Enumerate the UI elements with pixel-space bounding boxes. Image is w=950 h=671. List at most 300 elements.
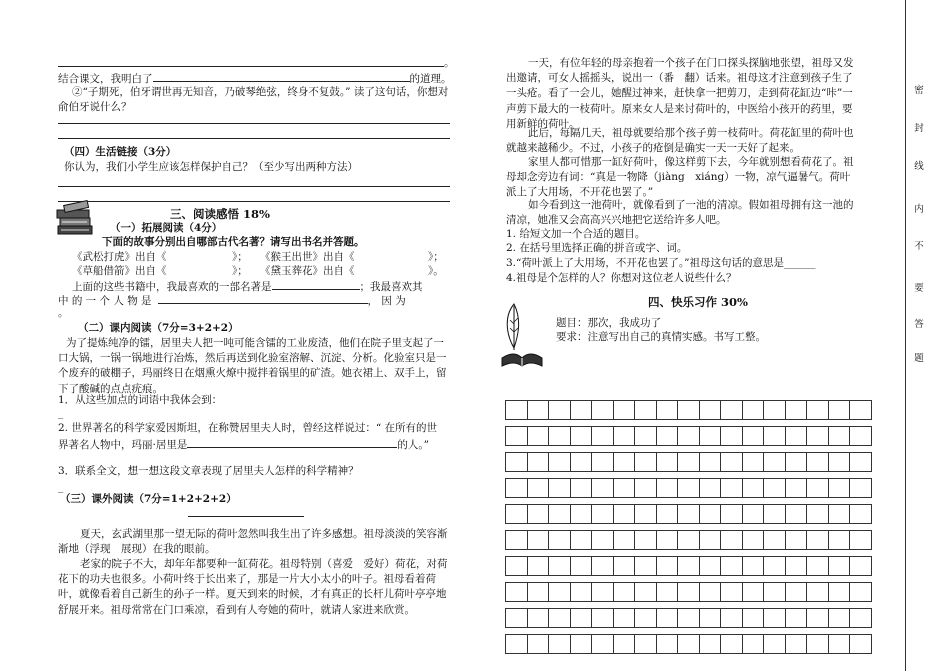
grid-cell[interactable] <box>807 505 829 524</box>
grid-gap-cell <box>635 472 657 479</box>
grid-gap-cell <box>828 576 850 583</box>
title-blank[interactable] <box>188 516 304 517</box>
grid-cell[interactable] <box>699 453 721 472</box>
grid-cell[interactable] <box>850 531 872 550</box>
grid-gap-cell <box>764 628 786 635</box>
grid-gap-cell <box>699 602 721 609</box>
grid-gap-cell <box>656 550 678 557</box>
grid-gap-cell <box>592 576 614 583</box>
grid-cell[interactable] <box>828 427 850 446</box>
grid-cell[interactable] <box>635 401 657 420</box>
answer-line <box>58 201 450 202</box>
grid-gap-cell <box>678 628 700 635</box>
grid-gap-cell <box>721 602 743 609</box>
grid-cell[interactable] <box>699 609 721 628</box>
grid-gap-cell <box>721 628 743 635</box>
grid-cell[interactable] <box>742 453 764 472</box>
grid-row <box>506 453 872 472</box>
grid-cell[interactable] <box>592 505 614 524</box>
grid-gap-cell <box>828 602 850 609</box>
grid-gap-cell <box>549 524 571 531</box>
favorite-book-line: 上面的这些书籍中，我最喜欢的一部名著是 ；我最喜欢其 <box>72 278 423 295</box>
grid-cell[interactable] <box>764 401 786 420</box>
grid-cell[interactable] <box>570 505 592 524</box>
grid-cell[interactable] <box>678 557 700 576</box>
grid-cell[interactable] <box>807 583 829 602</box>
grid-cell[interactable] <box>678 401 700 420</box>
grid-cell[interactable] <box>506 427 528 446</box>
grid-gap-cell <box>635 420 657 427</box>
grid-cell[interactable] <box>678 453 700 472</box>
grid-gap-cell <box>656 602 678 609</box>
part-3-title: 三、阅读感悟 18% <box>170 207 270 221</box>
grid-gap-cell <box>850 446 872 453</box>
book-item-end: 》； <box>232 265 248 277</box>
answer-line <box>58 123 450 124</box>
grid-cell[interactable] <box>592 531 614 550</box>
grid-cell[interactable] <box>828 609 850 628</box>
grid-gap-cell <box>850 602 872 609</box>
grid-cell[interactable] <box>570 401 592 420</box>
grid-cell[interactable] <box>527 401 549 420</box>
grid-gap-cell <box>570 420 592 427</box>
grid-gap-cell <box>742 498 764 505</box>
extracurricular-paragraph-2: 老家的院子不大，却年年都要种一缸荷花。祖母特别（喜爱 爱好）荷花，对荷花下的功夫也很多。小荷叶终于长出来了，那是一片大小太小的叶子。祖母看着荷叶，就像看着自己新生的孙子一样。夏天到来的时候，才有真正的长杆儿荷叶亭亭地舒展开来。祖母常常在门口乘凉，看到有人夸她的荷叶，就请人家进来欣赏。 <box>58 558 448 616</box>
grid-gap-cell <box>549 602 571 609</box>
grid-gap-cell <box>592 550 614 557</box>
grid-cell[interactable] <box>506 479 528 498</box>
grid-gap-cell <box>785 576 807 583</box>
grid-cell[interactable] <box>549 609 571 628</box>
grid-cell[interactable] <box>506 635 528 654</box>
grid-cell[interactable] <box>678 427 700 446</box>
grid-cell[interactable] <box>699 401 721 420</box>
grid-cell[interactable] <box>613 401 635 420</box>
grid-gap-cell <box>506 550 528 557</box>
grid-cell[interactable] <box>742 635 764 654</box>
grid-gap-cell <box>506 524 528 531</box>
grid-cell[interactable] <box>828 401 850 420</box>
grid-gap <box>506 446 872 453</box>
grid-cell[interactable] <box>506 505 528 524</box>
grid-cell[interactable] <box>678 635 700 654</box>
grid-cell[interactable] <box>807 479 829 498</box>
grid-cell[interactable] <box>570 609 592 628</box>
grid-cell[interactable] <box>699 583 721 602</box>
grid-gap-cell <box>678 602 700 609</box>
in-class-question-2b: 界著名人物中，玛丽·居里是 的人。” <box>58 436 429 453</box>
grid-cell[interactable] <box>613 505 635 524</box>
grid-cell[interactable] <box>742 427 764 446</box>
grid-gap-cell <box>506 446 528 453</box>
grid-gap-cell <box>828 628 850 635</box>
grid-gap-cell <box>850 550 872 557</box>
grid-cell[interactable] <box>785 427 807 446</box>
grid-gap-cell <box>678 498 700 505</box>
grid-gap <box>506 628 872 635</box>
grid-cell[interactable] <box>785 531 807 550</box>
grid-cell[interactable] <box>613 427 635 446</box>
grid-gap-cell <box>570 446 592 453</box>
grid-gap-cell <box>592 446 614 453</box>
grid-cell[interactable] <box>850 583 872 602</box>
grid-gap-cell <box>592 472 614 479</box>
grid-cell[interactable] <box>678 505 700 524</box>
grid-cell[interactable] <box>656 609 678 628</box>
story-paragraph-3: 家里人都可惜那一缸好荷叶，像这样剪下去，今年就别想看荷花了。祖母却念旁边有词：“真是一物降（jiàng xiáng）一物，凉气逼暑气。荷叶派上了大用场，不开花也罢了。” <box>506 156 854 199</box>
section-4-question: 你认为，我们小学生应该怎样保护自己？（至少写出两种方法） <box>64 161 358 173</box>
grid-gap-cell <box>785 524 807 531</box>
grid-cell[interactable] <box>764 635 786 654</box>
grid-cell[interactable] <box>721 505 743 524</box>
grid-gap-cell <box>592 628 614 635</box>
answer-dash: _ <box>58 407 64 419</box>
grid-gap-cell <box>527 420 549 427</box>
grid-cell[interactable] <box>549 583 571 602</box>
grid-cell[interactable] <box>764 479 786 498</box>
grid-cell[interactable] <box>807 635 829 654</box>
grid-cell[interactable] <box>807 557 829 576</box>
grid-cell[interactable] <box>527 453 549 472</box>
grid-gap-cell <box>764 602 786 609</box>
book-item: 《黛玉葬花》出自《 <box>260 265 355 277</box>
grid-cell[interactable] <box>721 635 743 654</box>
book-item: 《猴王出世》出自《 <box>260 251 355 263</box>
grid-row <box>506 505 872 524</box>
grid-cell[interactable] <box>721 401 743 420</box>
grid-cell[interactable] <box>506 583 528 602</box>
grid-cell[interactable] <box>721 583 743 602</box>
grid-gap-cell <box>807 550 829 557</box>
grid-row <box>506 609 872 628</box>
line-end: 。 <box>58 307 69 319</box>
grid-cell[interactable] <box>764 427 786 446</box>
grid-cell[interactable] <box>699 427 721 446</box>
grid-row <box>506 427 872 446</box>
seal-label: 密 <box>914 85 924 96</box>
grid-cell[interactable] <box>635 427 657 446</box>
grid-cell[interactable] <box>699 557 721 576</box>
grid-cell[interactable] <box>742 531 764 550</box>
answer-dash: _ <box>58 481 64 493</box>
grid-cell[interactable] <box>785 557 807 576</box>
grid-cell[interactable] <box>721 531 743 550</box>
grid-cell[interactable] <box>656 479 678 498</box>
grid-cell[interactable] <box>527 609 549 628</box>
grid-cell[interactable] <box>549 479 571 498</box>
grid-cell[interactable] <box>613 583 635 602</box>
grid-cell[interactable] <box>592 479 614 498</box>
book-item-end: 》。 <box>428 265 444 277</box>
grid-cell[interactable] <box>656 427 678 446</box>
grid-gap-cell <box>742 446 764 453</box>
grid-cell[interactable] <box>828 505 850 524</box>
grid-cell[interactable] <box>785 479 807 498</box>
grid-gap-cell <box>635 576 657 583</box>
grid-cell[interactable] <box>656 531 678 550</box>
grid-cell[interactable] <box>570 635 592 654</box>
grid-gap-cell <box>850 498 872 505</box>
grid-gap-cell <box>721 498 743 505</box>
grid-cell[interactable] <box>506 531 528 550</box>
story-question-3: 3.“荷叶派上了大用场，不开花也罢了。”祖母这句话的意思是______ <box>506 257 816 269</box>
grid-gap-cell <box>785 420 807 427</box>
grid-cell[interactable] <box>549 453 571 472</box>
grid-gap-cell <box>613 524 635 531</box>
answer-blank[interactable] <box>272 278 360 290</box>
grid-cell[interactable] <box>656 557 678 576</box>
quill-book-icon <box>500 300 544 377</box>
grid-cell[interactable] <box>635 531 657 550</box>
grid-cell[interactable] <box>850 401 872 420</box>
grid-gap-cell <box>527 472 549 479</box>
grid-cell[interactable] <box>850 453 872 472</box>
grid-gap-cell <box>742 602 764 609</box>
story-question-4: 4.祖母是个怎样的人？你想对这位老人说些什么？ <box>506 272 737 284</box>
grid-cell[interactable] <box>764 453 786 472</box>
grid-cell[interactable] <box>527 635 549 654</box>
grid-cell[interactable] <box>635 557 657 576</box>
grid-cell[interactable] <box>592 427 614 446</box>
grid-cell[interactable] <box>850 635 872 654</box>
grid-cell[interactable] <box>721 557 743 576</box>
grid-cell[interactable] <box>656 505 678 524</box>
grid-cell[interactable] <box>527 505 549 524</box>
grid-cell[interactable] <box>721 479 743 498</box>
grid-cell[interactable] <box>785 401 807 420</box>
grid-cell[interactable] <box>721 609 743 628</box>
grid-cell[interactable] <box>828 635 850 654</box>
grid-cell[interactable] <box>742 583 764 602</box>
grid-cell[interactable] <box>807 453 829 472</box>
grid-cell[interactable] <box>613 609 635 628</box>
in-class-reading-title: （二）课内阅读（7分=3+2+2） <box>78 322 239 334</box>
grid-cell[interactable] <box>764 583 786 602</box>
grid-cell[interactable] <box>549 505 571 524</box>
grid-cell[interactable] <box>721 453 743 472</box>
grid-gap-cell <box>850 472 872 479</box>
grid-gap-cell <box>549 420 571 427</box>
grid-gap-cell <box>656 628 678 635</box>
grid-cell[interactable] <box>764 505 786 524</box>
grid-cell[interactable] <box>721 427 743 446</box>
grid-cell[interactable] <box>635 609 657 628</box>
grid-cell[interactable] <box>807 531 829 550</box>
grid-cell[interactable] <box>785 635 807 654</box>
grid-cell[interactable] <box>592 583 614 602</box>
seal-label: 题 <box>914 353 924 364</box>
grid-cell[interactable] <box>613 531 635 550</box>
grid-gap-cell <box>570 472 592 479</box>
grid-gap-cell <box>721 576 743 583</box>
grid-cell[interactable] <box>570 427 592 446</box>
grid-cell[interactable] <box>742 557 764 576</box>
grid-gap-cell <box>613 420 635 427</box>
grid-cell[interactable] <box>570 583 592 602</box>
story-paragraph-1: 一天，有位年轻的母亲抱着一个孩子在门口探头探脑地张望，祖母又发出邀请，可女人摇摇头，说出一（番 翻）话来。祖母这才注意到孩子生了一头疮。看了一会儿，她醒过神来，赶快拿一把剪刀，走到荷花缸边“咔”一声剪下最大的一枝荷叶。原来女人是来讨荷叶的，中医给小孩开的药里，要用新鲜的荷叶。 <box>506 57 854 130</box>
grid-cell[interactable] <box>527 557 549 576</box>
grid-cell[interactable] <box>807 401 829 420</box>
writing-grid[interactable] <box>505 400 872 654</box>
grid-cell[interactable] <box>764 609 786 628</box>
grid-cell[interactable] <box>613 479 635 498</box>
grid-cell[interactable] <box>850 557 872 576</box>
grid-cell[interactable] <box>678 531 700 550</box>
grid-gap-cell <box>807 628 829 635</box>
grid-gap-cell <box>699 550 721 557</box>
story-paragraph-2: 此后，每隔几天，祖母就要给那个孩子剪一枝荷叶。荷花缸里的荷叶也就越来越稀少。不过，小孩子的疮倒是确实一天一天好了起来。 <box>506 127 854 155</box>
grid-cell[interactable] <box>699 531 721 550</box>
grid-gap-cell <box>506 602 528 609</box>
story-question-1: 1. 给短文加一个合适的题目。 <box>506 228 646 240</box>
grid-cell[interactable] <box>699 635 721 654</box>
grid-gap-cell <box>570 576 592 583</box>
in-class-question-2: 2. 世界著名的科学家爱因斯坦，在称赞居里夫人时，曾经这样说过：“ 在所有的世 <box>58 422 438 434</box>
grid-gap-cell <box>635 628 657 635</box>
grid-gap-cell <box>613 576 635 583</box>
grid-cell[interactable] <box>635 479 657 498</box>
grid-cell[interactable] <box>549 531 571 550</box>
grid-gap-cell <box>850 420 872 427</box>
grid-cell[interactable] <box>592 453 614 472</box>
grid-cell[interactable] <box>592 635 614 654</box>
grid-cell[interactable] <box>699 505 721 524</box>
seal-line <box>905 0 906 671</box>
grid-gap-cell <box>850 524 872 531</box>
grid-gap-cell <box>721 472 743 479</box>
extended-reading-title: （一）拓展阅读（4分） <box>110 222 223 234</box>
grid-gap-cell <box>828 498 850 505</box>
grid-gap-cell <box>742 550 764 557</box>
grid-cell[interactable] <box>656 635 678 654</box>
grid-cell[interactable] <box>828 453 850 472</box>
grid-gap-cell <box>506 472 528 479</box>
grid-cell[interactable] <box>785 453 807 472</box>
answer-blank[interactable] <box>153 70 410 82</box>
grid-gap-cell <box>678 420 700 427</box>
grid-cell[interactable] <box>635 583 657 602</box>
grid-cell[interactable] <box>807 427 829 446</box>
grid-cell[interactable] <box>850 479 872 498</box>
grid-gap-cell <box>678 550 700 557</box>
grid-cell[interactable] <box>828 583 850 602</box>
grid-cell[interactable] <box>678 479 700 498</box>
extended-reading-question: 下面的故事分别出自哪部古代名著？请写出书名并答题。 <box>102 236 365 248</box>
grid-cell[interactable] <box>549 557 571 576</box>
grid-cell[interactable] <box>635 505 657 524</box>
grid-cell[interactable] <box>527 531 549 550</box>
grid-gap-cell <box>785 472 807 479</box>
grid-cell[interactable] <box>678 609 700 628</box>
grid-cell[interactable] <box>828 531 850 550</box>
grid-gap-cell <box>764 576 786 583</box>
books-icon <box>56 200 98 245</box>
answer-blank[interactable] <box>158 292 368 304</box>
grid-cell[interactable] <box>592 609 614 628</box>
seal-label: 内 <box>914 204 924 215</box>
grid-cell[interactable] <box>570 557 592 576</box>
grid-gap-cell <box>527 524 549 531</box>
grid-cell[interactable] <box>570 453 592 472</box>
grid-cell[interactable] <box>635 635 657 654</box>
favorite-character-line: 中 的 一 个 人 物 是 ， 因 为 <box>58 292 406 309</box>
grid-cell[interactable] <box>527 479 549 498</box>
grid-gap-cell <box>850 628 872 635</box>
grid-row <box>506 557 872 576</box>
grid-cell[interactable] <box>785 609 807 628</box>
grid-cell[interactable] <box>635 453 657 472</box>
grid-cell[interactable] <box>527 583 549 602</box>
grid-cell[interactable] <box>570 479 592 498</box>
grid-cell[interactable] <box>699 479 721 498</box>
grid-gap-cell <box>807 446 829 453</box>
grid-gap-cell <box>699 446 721 453</box>
grid-cell[interactable] <box>785 505 807 524</box>
grid-cell[interactable] <box>764 531 786 550</box>
grid-gap-cell <box>506 576 528 583</box>
grid-cell[interactable] <box>592 557 614 576</box>
section-4-title: （四）生活链接（3分） <box>64 146 177 158</box>
grid-cell[interactable] <box>506 609 528 628</box>
grid-gap-cell <box>549 628 571 635</box>
grid-row <box>506 531 872 550</box>
grid-cell[interactable] <box>850 505 872 524</box>
grid-cell[interactable] <box>828 479 850 498</box>
grid-cell[interactable] <box>742 609 764 628</box>
grid-cell[interactable] <box>656 583 678 602</box>
grid-cell[interactable] <box>549 401 571 420</box>
grid-cell[interactable] <box>592 401 614 420</box>
grid-cell[interactable] <box>678 583 700 602</box>
grid-gap-cell <box>549 576 571 583</box>
grid-gap-cell <box>807 602 829 609</box>
grid-cell[interactable] <box>828 557 850 576</box>
grid-cell[interactable] <box>549 427 571 446</box>
answer-blank[interactable] <box>187 436 397 448</box>
grid-cell[interactable] <box>656 401 678 420</box>
grid-cell[interactable] <box>764 557 786 576</box>
grid-cell[interactable] <box>807 609 829 628</box>
grid-cell[interactable] <box>850 427 872 446</box>
grid-cell[interactable] <box>613 453 635 472</box>
grid-gap-cell <box>764 550 786 557</box>
grid-cell[interactable] <box>656 453 678 472</box>
grid-gap-cell <box>807 498 829 505</box>
grid-gap <box>506 550 872 557</box>
grid-cell[interactable] <box>570 531 592 550</box>
grid-gap-cell <box>828 446 850 453</box>
grid-cell[interactable] <box>742 401 764 420</box>
grid-cell[interactable] <box>506 401 528 420</box>
extracurricular-reading-title: （三）课外阅读（7分=1+2+2+2） <box>60 493 237 505</box>
grid-cell[interactable] <box>742 479 764 498</box>
grid-cell[interactable] <box>785 583 807 602</box>
question-2: ②“子期死，伯牙谓世再无知音，乃破琴绝弦，终身不复鼓。” 读了这句话，你想对 <box>72 86 449 98</box>
grid-gap-cell <box>807 576 829 583</box>
grid-cell[interactable] <box>613 557 635 576</box>
grid-cell[interactable] <box>527 427 549 446</box>
grid-cell[interactable] <box>549 635 571 654</box>
grid-gap-cell <box>785 628 807 635</box>
grid-gap-cell <box>613 628 635 635</box>
grid-cell[interactable] <box>506 557 528 576</box>
grid-cell[interactable] <box>850 609 872 628</box>
grid-cell[interactable] <box>506 453 528 472</box>
grid-cell[interactable] <box>613 635 635 654</box>
grid-cell[interactable] <box>742 505 764 524</box>
grid-gap-cell <box>635 550 657 557</box>
grid-gap <box>506 576 872 583</box>
